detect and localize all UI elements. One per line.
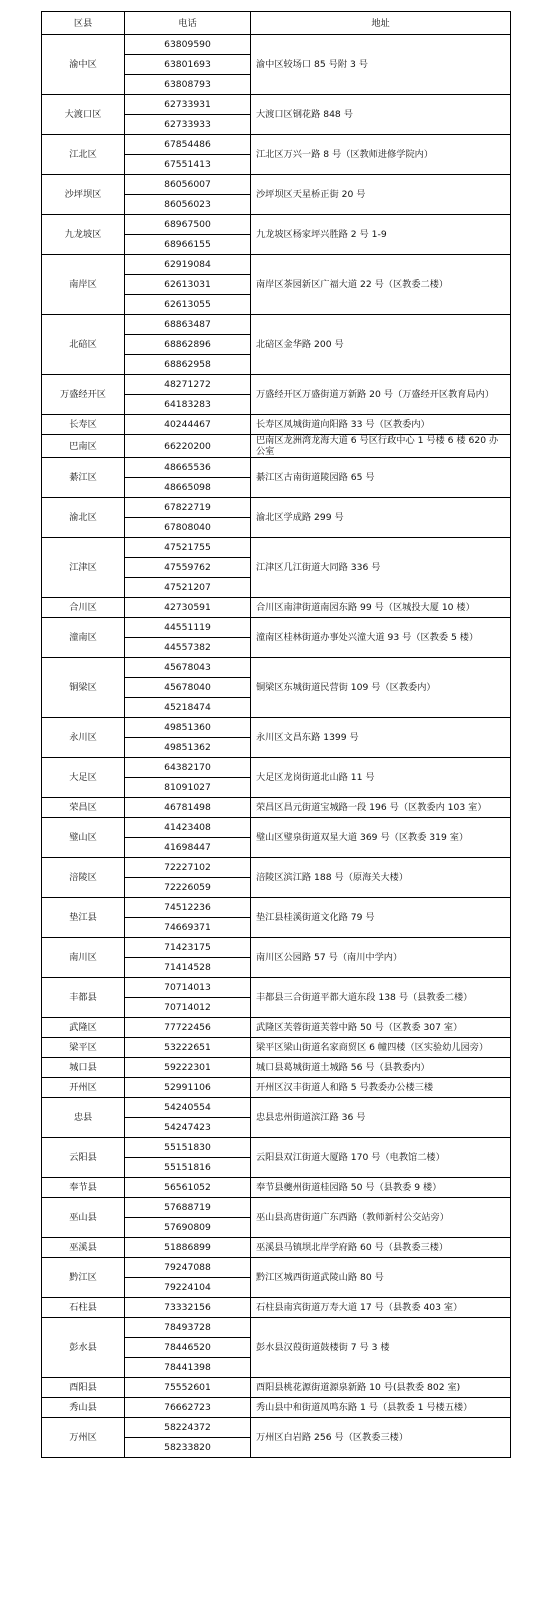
phone-cell: 77722456 (125, 1018, 251, 1038)
phone-cell: 44557382 (125, 638, 251, 658)
address-cell: 巴南区龙洲湾龙海大道 6 号区行政中心 1 号楼 6 楼 620 办公室 (251, 435, 511, 458)
phone-cell: 64183283 (125, 395, 251, 415)
phone-cell: 41423408 (125, 818, 251, 838)
table-row (42, 598, 511, 618)
address-cell: 渝中区较场口 85 号附 3 号 (251, 35, 511, 95)
address-cell: 南川区公园路 57 号（南川中学内） (251, 938, 511, 978)
phone-cell: 56561052 (125, 1178, 251, 1198)
table-row (42, 35, 511, 55)
district-cell: 丰都县 (42, 978, 125, 1018)
table-row (42, 858, 511, 878)
table-row (42, 215, 511, 235)
table-row (42, 375, 511, 395)
district-cell: 秀山县 (42, 1398, 125, 1418)
address-cell: 秀山县中和街道凤鸣东路 1 号（县教委 1 号楼五楼） (251, 1398, 511, 1418)
table-row (42, 1178, 511, 1198)
address-cell: 巫山县高唐街道广东西路（教师新村公交站旁） (251, 1198, 511, 1238)
phone-cell: 74669371 (125, 918, 251, 938)
address-cell: 綦江区古南街道陵园路 65 号 (251, 458, 511, 498)
table-row (42, 978, 511, 998)
phone-cell: 74512236 (125, 898, 251, 918)
table-row (42, 1378, 511, 1398)
address-cell: 开州区汉丰街道人和路 5 号教委办公楼三楼 (251, 1078, 511, 1098)
phone-cell: 75552601 (125, 1378, 251, 1398)
address-cell: 丰都县三合街道平都大道东段 138 号（县教委二楼） (251, 978, 511, 1018)
district-cell: 渝北区 (42, 498, 125, 538)
district-cell: 石柱县 (42, 1298, 125, 1318)
table-row (42, 1098, 511, 1118)
phone-cell: 86056007 (125, 175, 251, 195)
contact-table (41, 11, 511, 1458)
table-row (42, 458, 511, 478)
address-cell: 合川区南津街道南园东路 99 号（区城投大厦 10 楼） (251, 598, 511, 618)
phone-cell: 47521207 (125, 578, 251, 598)
table-row (42, 718, 511, 738)
phone-cell: 70714013 (125, 978, 251, 998)
phone-cell: 55151816 (125, 1158, 251, 1178)
phone-cell: 63801693 (125, 55, 251, 75)
phone-cell: 63809590 (125, 35, 251, 55)
phone-cell: 86056023 (125, 195, 251, 215)
district-cell: 武隆区 (42, 1018, 125, 1038)
phone-cell: 54240554 (125, 1098, 251, 1118)
address-cell: 江北区万兴一路 8 号（区教师进修学院内） (251, 135, 511, 175)
phone-cell: 49851362 (125, 738, 251, 758)
phone-cell: 57690809 (125, 1218, 251, 1238)
address-cell: 彭水县汉葭街道鼓楼街 7 号 3 楼 (251, 1318, 511, 1378)
district-cell: 开州区 (42, 1078, 125, 1098)
district-cell: 万州区 (42, 1418, 125, 1458)
phone-cell: 44551119 (125, 618, 251, 638)
district-cell: 彭水县 (42, 1318, 125, 1378)
table-row (42, 538, 511, 558)
phone-cell: 81091027 (125, 778, 251, 798)
table-row (42, 658, 511, 678)
district-cell: 江津区 (42, 538, 125, 598)
district-cell: 忠县 (42, 1098, 125, 1138)
phone-cell: 78441398 (125, 1358, 251, 1378)
address-cell: 潼南区桂林街道办事处兴潼大道 93 号（区教委 5 楼） (251, 618, 511, 658)
district-cell: 奉节县 (42, 1178, 125, 1198)
phone-cell: 58233820 (125, 1438, 251, 1458)
table-row (42, 1198, 511, 1218)
district-cell: 城口县 (42, 1058, 125, 1078)
phone-cell: 71414528 (125, 958, 251, 978)
table-row (42, 315, 511, 335)
phone-cell: 40244467 (125, 415, 251, 435)
address-cell: 巫溪县马镇坝北岸学府路 60 号（县教委三楼） (251, 1238, 511, 1258)
phone-cell: 67808040 (125, 518, 251, 538)
phone-column-header: 电话 (125, 12, 251, 35)
phone-cell: 72227102 (125, 858, 251, 878)
district-cell: 北碚区 (42, 315, 125, 375)
table-row (42, 1078, 511, 1098)
phone-cell: 62613055 (125, 295, 251, 315)
phone-cell: 52991106 (125, 1078, 251, 1098)
address-cell: 云阳县双江街道大厦路 170 号（电教馆二楼） (251, 1138, 511, 1178)
district-cell: 垫江县 (42, 898, 125, 938)
phone-cell: 46781498 (125, 798, 251, 818)
address-cell: 大足区龙岗街道北山路 11 号 (251, 758, 511, 798)
table-row (42, 1018, 511, 1038)
phone-cell: 68863487 (125, 315, 251, 335)
table-row (42, 435, 511, 458)
phone-cell: 48665536 (125, 458, 251, 478)
table-row (42, 1238, 511, 1258)
address-cell: 江津区几江街道大同路 336 号 (251, 538, 511, 598)
address-cell: 南岸区茶园新区广福大道 22 号（区教委二楼） (251, 255, 511, 315)
address-cell: 万盛经开区万盛街道万新路 20 号（万盛经开区教育局内） (251, 375, 511, 415)
address-cell: 璧山区璧泉街道双星大道 369 号（区教委 319 室） (251, 818, 511, 858)
address-cell: 忠县忠州街道滨江路 36 号 (251, 1098, 511, 1138)
district-column-header: 区县 (42, 12, 125, 35)
district-cell: 南川区 (42, 938, 125, 978)
phone-cell: 51886899 (125, 1238, 251, 1258)
district-cell: 巫溪县 (42, 1238, 125, 1258)
district-cell: 沙坪坝区 (42, 175, 125, 215)
phone-cell: 79224104 (125, 1278, 251, 1298)
table-header-row (42, 12, 511, 35)
address-cell: 沙坪坝区天星桥正街 20 号 (251, 175, 511, 215)
table-row (42, 898, 511, 918)
phone-cell: 73332156 (125, 1298, 251, 1318)
address-cell: 长寿区凤城街道向阳路 33 号（区教委内） (251, 415, 511, 435)
phone-cell: 76662723 (125, 1398, 251, 1418)
district-cell: 潼南区 (42, 618, 125, 658)
phone-cell: 41698447 (125, 838, 251, 858)
phone-cell: 68862896 (125, 335, 251, 355)
address-cell: 城口县葛城街道土城路 56 号（县教委内） (251, 1058, 511, 1078)
phone-cell: 70714012 (125, 998, 251, 1018)
table-row (42, 135, 511, 155)
phone-cell: 78493728 (125, 1318, 251, 1338)
phone-cell: 49851360 (125, 718, 251, 738)
table-row (42, 1398, 511, 1418)
address-cell: 渝北区学成路 299 号 (251, 498, 511, 538)
table-row (42, 498, 511, 518)
district-cell: 合川区 (42, 598, 125, 618)
table-row (42, 758, 511, 778)
table-row (42, 618, 511, 638)
address-column-header: 地址 (251, 12, 511, 35)
phone-cell: 78446520 (125, 1338, 251, 1358)
district-cell: 江北区 (42, 135, 125, 175)
phone-cell: 67822719 (125, 498, 251, 518)
district-cell: 九龙坡区 (42, 215, 125, 255)
address-cell: 石柱县南宾街道万寿大道 17 号（县教委 403 室） (251, 1298, 511, 1318)
district-cell: 大渡口区 (42, 95, 125, 135)
phone-cell: 45678043 (125, 658, 251, 678)
table-row (42, 1318, 511, 1338)
phone-cell: 68966155 (125, 235, 251, 255)
phone-cell: 48271272 (125, 375, 251, 395)
phone-cell: 45678040 (125, 678, 251, 698)
district-cell: 南岸区 (42, 255, 125, 315)
table-row (42, 95, 511, 115)
table-row (42, 1058, 511, 1078)
district-cell: 荣昌区 (42, 798, 125, 818)
district-cell: 黔江区 (42, 1258, 125, 1298)
address-cell: 黔江区城西街道武陵山路 80 号 (251, 1258, 511, 1298)
phone-cell: 45218474 (125, 698, 251, 718)
table-body (42, 35, 511, 1458)
phone-cell: 62733933 (125, 115, 251, 135)
phone-cell: 66220200 (125, 435, 251, 458)
table-row (42, 938, 511, 958)
phone-cell: 57688719 (125, 1198, 251, 1218)
address-cell: 永川区文昌东路 1399 号 (251, 718, 511, 758)
address-cell: 武隆区芙蓉街道芙蓉中路 50 号（区教委 307 室） (251, 1018, 511, 1038)
phone-cell: 42730591 (125, 598, 251, 618)
phone-cell: 72226059 (125, 878, 251, 898)
phone-cell: 64382170 (125, 758, 251, 778)
table-row (42, 1138, 511, 1158)
phone-cell: 68862958 (125, 355, 251, 375)
address-cell: 奉节县夔州街道桂园路 50 号（县教委 9 楼） (251, 1178, 511, 1198)
phone-cell: 54247423 (125, 1118, 251, 1138)
address-cell: 大渡口区钢花路 848 号 (251, 95, 511, 135)
address-cell: 荣昌区昌元街道宝城路一段 196 号（区教委内 103 室） (251, 798, 511, 818)
phone-cell: 63808793 (125, 75, 251, 95)
district-cell: 长寿区 (42, 415, 125, 435)
address-cell: 垫江县桂溪街道文化路 79 号 (251, 898, 511, 938)
district-cell: 铜梁区 (42, 658, 125, 718)
district-cell: 巫山县 (42, 1198, 125, 1238)
table-row (42, 1038, 511, 1058)
phone-cell: 58224372 (125, 1418, 251, 1438)
address-cell: 万州区白岩路 256 号（区教委三楼） (251, 1418, 511, 1458)
phone-cell: 67551413 (125, 155, 251, 175)
district-cell: 綦江区 (42, 458, 125, 498)
table-row (42, 1418, 511, 1438)
district-cell: 涪陵区 (42, 858, 125, 898)
phone-cell: 62919084 (125, 255, 251, 275)
address-cell: 梁平区梁山街道名家商贸区 6 幢四楼（区实验幼儿园旁） (251, 1038, 511, 1058)
table-row (42, 255, 511, 275)
phone-cell: 59222301 (125, 1058, 251, 1078)
district-cell: 璧山区 (42, 818, 125, 858)
table-row (42, 818, 511, 838)
phone-cell: 71423175 (125, 938, 251, 958)
district-cell: 万盛经开区 (42, 375, 125, 415)
phone-cell: 62733931 (125, 95, 251, 115)
district-cell: 巴南区 (42, 435, 125, 458)
phone-cell: 47521755 (125, 538, 251, 558)
table-row (42, 798, 511, 818)
district-cell: 云阳县 (42, 1138, 125, 1178)
district-cell: 梁平区 (42, 1038, 125, 1058)
address-cell: 酉阳县桃花源街道源泉新路 10 号(县教委 802 室) (251, 1378, 511, 1398)
phone-cell: 62613031 (125, 275, 251, 295)
district-cell: 渝中区 (42, 35, 125, 95)
table-row (42, 1258, 511, 1278)
district-cell: 大足区 (42, 758, 125, 798)
phone-cell: 55151830 (125, 1138, 251, 1158)
table-row (42, 175, 511, 195)
address-cell: 九龙坡区杨家坪兴胜路 2 号 1-9 (251, 215, 511, 255)
phone-cell: 68967500 (125, 215, 251, 235)
phone-cell: 67854486 (125, 135, 251, 155)
phone-cell: 53222651 (125, 1038, 251, 1058)
district-cell: 永川区 (42, 718, 125, 758)
address-cell: 铜梁区东城街道民营街 109 号（区教委内） (251, 658, 511, 718)
address-cell: 涪陵区滨江路 188 号（原海关大楼） (251, 858, 511, 898)
address-cell: 北碚区金华路 200 号 (251, 315, 511, 375)
table-row (42, 415, 511, 435)
phone-cell: 47559762 (125, 558, 251, 578)
table-row (42, 1298, 511, 1318)
phone-cell: 48665098 (125, 478, 251, 498)
district-cell: 酉阳县 (42, 1378, 125, 1398)
phone-cell: 79247088 (125, 1258, 251, 1278)
